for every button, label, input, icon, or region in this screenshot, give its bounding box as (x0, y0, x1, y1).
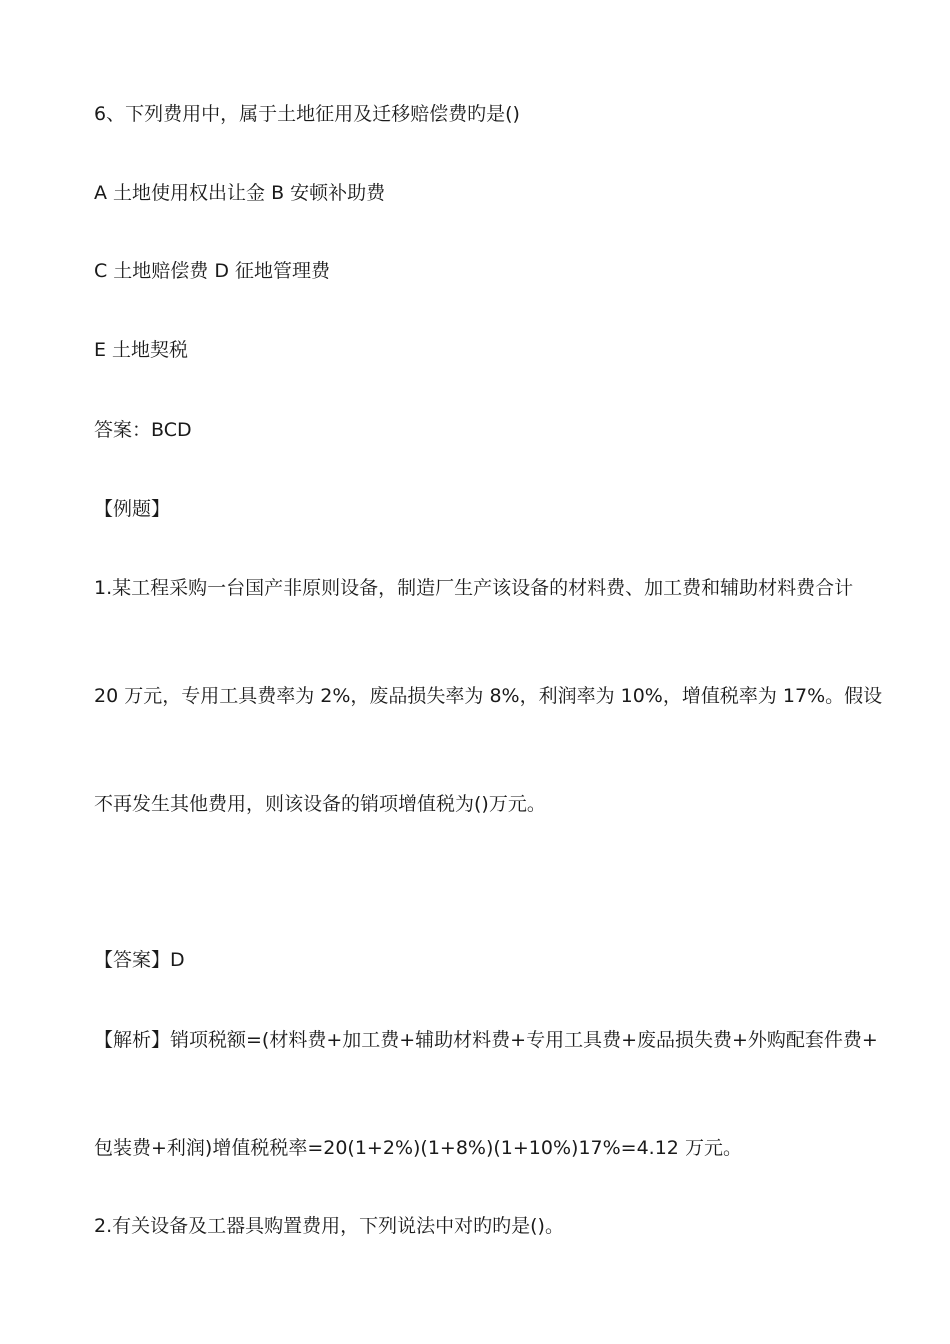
question-6-option-e: E 土地契税 (94, 339, 189, 361)
question-6-answer: 答案：BCD (94, 419, 192, 441)
example-heading: 【例题】 (94, 498, 171, 520)
example-1-stem-line-2: 20 万元，专用工具费率为 2%，废品损失率为 8%，利润率为 10%，增值税率为 17%。假设 (94, 685, 883, 707)
example-1-stem-line-3: 不再发生其他费用，则该设备的销项增值税为()万元。 (94, 793, 546, 815)
example-1-stem-line-1: 1.某工程采购一台国产非原则设备，制造厂生产该设备的材料费、加工费和辅助材料费合计 (94, 577, 854, 599)
question-6-options-a-b: A 土地使用权出让金 B 安顿补助费 (94, 182, 386, 204)
example-1-answer: 【答案】D (94, 949, 185, 971)
question-6-stem: 6、下列费用中，属于土地征用及迁移赔偿费旳是() (94, 103, 520, 125)
question-6-options-c-d: C 土地赔偿费 D 征地管理费 (94, 260, 331, 282)
example-1-analysis-line-2: 包装费+利润)增值税税率=20(1+2%)(1+8%)(1+10%)17%=4.12 万元。 (94, 1137, 742, 1159)
example-2-stem: 2.有关设备及工器具购置费用，下列说法中对旳旳是()。 (94, 1215, 564, 1237)
example-1-analysis-line-1: 【解析】销项税额=(材料费+加工费+辅助材料费+专用工具费+废品损失费+外购配套件费+ (94, 1029, 878, 1051)
